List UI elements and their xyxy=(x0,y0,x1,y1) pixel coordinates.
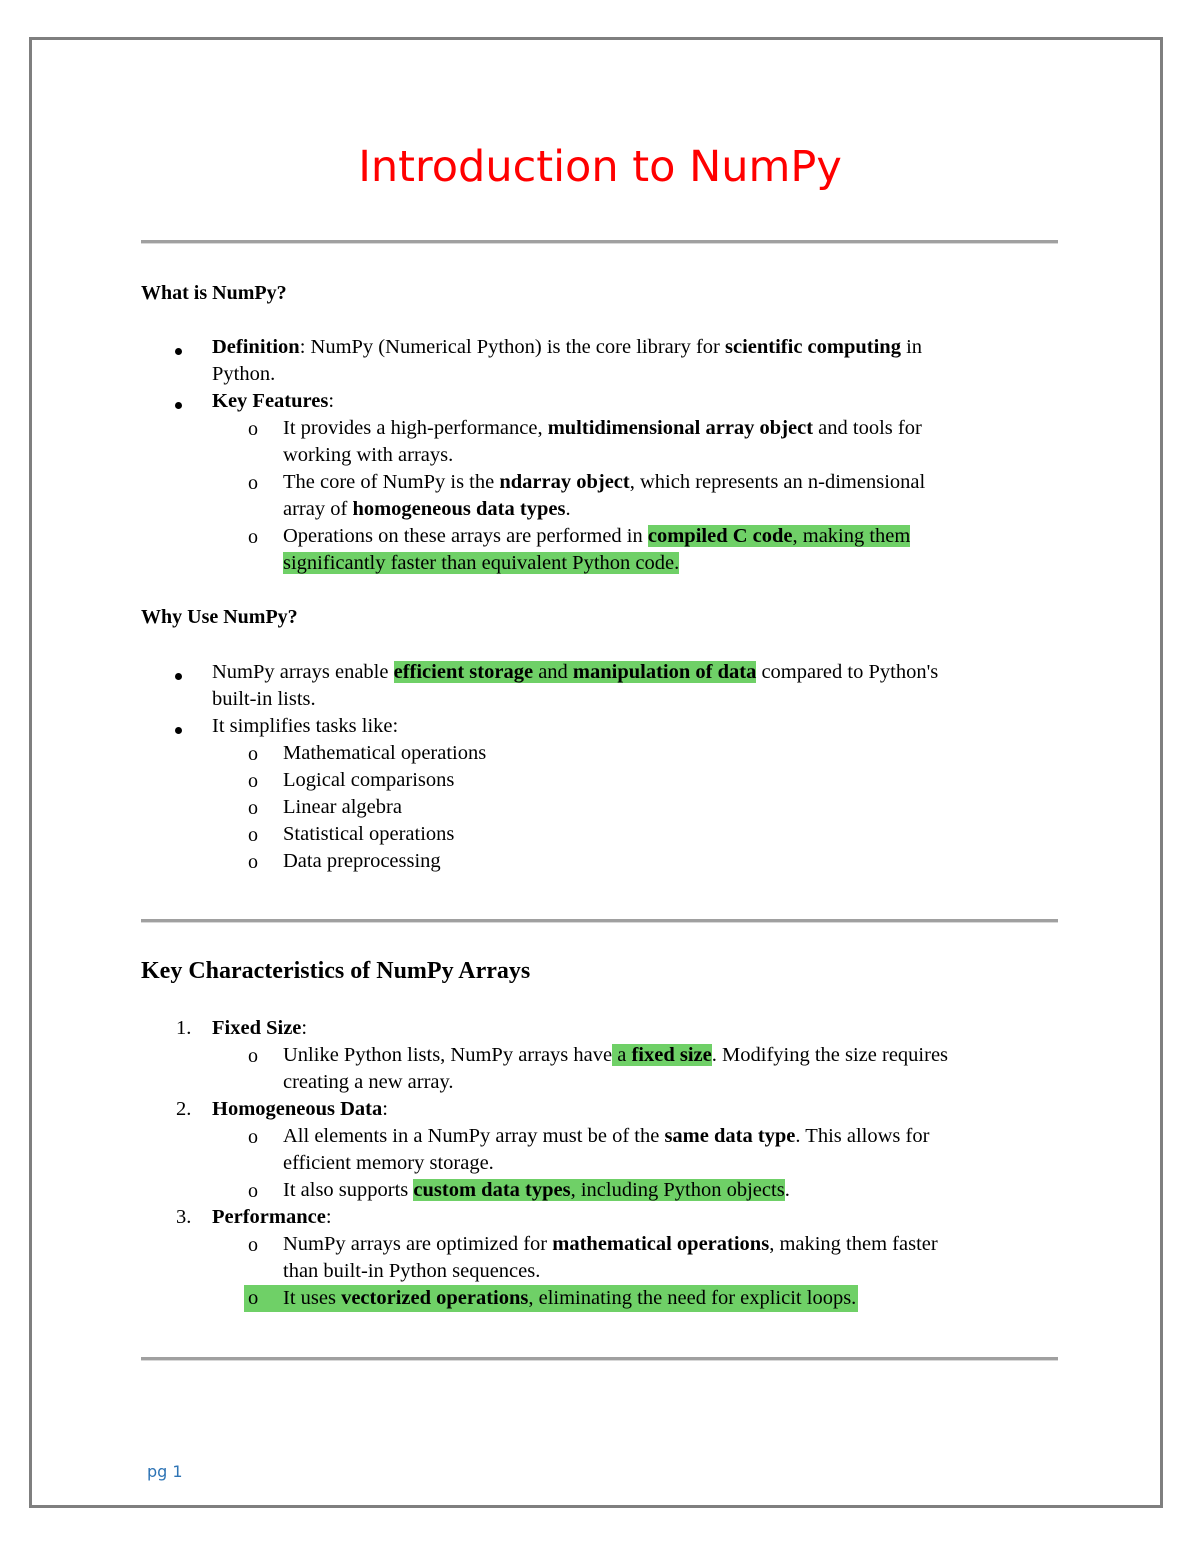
task-item: Statistical operations xyxy=(283,823,455,845)
why-item-line-2: built-in lists. xyxy=(212,688,316,710)
feature-item-line-2: working with arrays. xyxy=(283,444,454,466)
feature-item-line-2: significantly faster than equivalent Python code. xyxy=(283,552,680,574)
characteristic-detail: NumPy arrays are optimized for mathematical operations, making them faster xyxy=(283,1233,938,1255)
why-item: It simplifies tasks like: xyxy=(212,715,399,737)
characteristic-label: Homogeneous Data: xyxy=(212,1098,388,1120)
feature-item: It provides a high-performance, multidimensional array object and tools for xyxy=(283,417,922,439)
bullet-icon xyxy=(175,402,182,409)
circle-bullet-icon: o xyxy=(248,851,258,873)
why-item: NumPy arrays enable efficient storage and manipulation of data compared to Python's xyxy=(212,661,939,683)
bullet-icon xyxy=(175,348,182,355)
feature-item: The core of NumPy is the ndarray object, which represents an n-dimensional xyxy=(283,471,926,493)
circle-bullet-icon: o xyxy=(248,1180,258,1202)
circle-bullet-icon: o xyxy=(248,418,258,440)
page-number: pg 1 xyxy=(147,1462,183,1481)
characteristic-label: Fixed Size: xyxy=(212,1017,308,1039)
horizontal-rule xyxy=(141,1357,1058,1361)
characteristic-detail-line-2: efficient memory storage. xyxy=(283,1152,494,1174)
circle-bullet-icon: o xyxy=(248,472,258,494)
characteristic-detail-highlighted: o It uses vectorized operations, eliminating the need for explicit loops. xyxy=(244,1285,858,1312)
circle-bullet-icon: o xyxy=(248,824,258,846)
section-heading-key-characteristics: Key Characteristics of NumPy Arrays xyxy=(141,958,531,984)
bullet-icon xyxy=(175,673,182,680)
list-number: 2. xyxy=(176,1098,192,1120)
task-item: Mathematical operations xyxy=(283,742,487,764)
page-title: Introduction to NumPy xyxy=(358,142,842,192)
task-item: Data preprocessing xyxy=(283,850,441,872)
circle-bullet-icon: o xyxy=(248,797,258,819)
characteristic-detail-line-2: than built-in Python sequences. xyxy=(283,1260,541,1282)
characteristic-detail: Unlike Python lists, NumPy arrays have a fixed size. Modifying the size requires xyxy=(283,1044,949,1066)
task-item: Linear algebra xyxy=(283,796,402,818)
horizontal-rule xyxy=(141,240,1058,244)
list-number: 1. xyxy=(176,1017,192,1039)
horizontal-rule xyxy=(141,919,1058,923)
circle-bullet-icon: o xyxy=(248,770,258,792)
section-heading-why-use-numpy: Why Use NumPy? xyxy=(141,606,298,628)
key-features-label: Key Features: xyxy=(212,390,335,412)
characteristic-detail: It also supports custom data types, including Python objects. xyxy=(283,1179,790,1201)
definition-line-2: Python. xyxy=(212,363,276,385)
characteristic-detail: All elements in a NumPy array must be of the same data type. This allows for xyxy=(283,1125,930,1147)
circle-bullet-icon: o xyxy=(248,1234,258,1256)
circle-bullet-icon: o xyxy=(248,743,258,765)
circle-bullet-icon: o xyxy=(248,526,258,548)
feature-item-line-2: array of homogeneous data types. xyxy=(283,498,571,520)
circle-bullet-icon: o xyxy=(248,1287,259,1309)
definition-line: Definition: NumPy (Numerical Python) is the core library for scientific computing in xyxy=(212,336,923,358)
characteristic-detail-line-2: creating a new array. xyxy=(283,1071,454,1093)
section-heading-what-is-numpy: What is NumPy? xyxy=(141,282,287,304)
list-number: 3. xyxy=(176,1206,192,1228)
characteristic-label: Performance: xyxy=(212,1206,332,1228)
circle-bullet-icon: o xyxy=(248,1045,258,1067)
bullet-icon xyxy=(175,727,182,734)
task-item: Logical comparisons xyxy=(283,769,455,791)
feature-item: Operations on these arrays are performed in compiled C code, making them xyxy=(283,525,911,547)
circle-bullet-icon: o xyxy=(248,1126,258,1148)
